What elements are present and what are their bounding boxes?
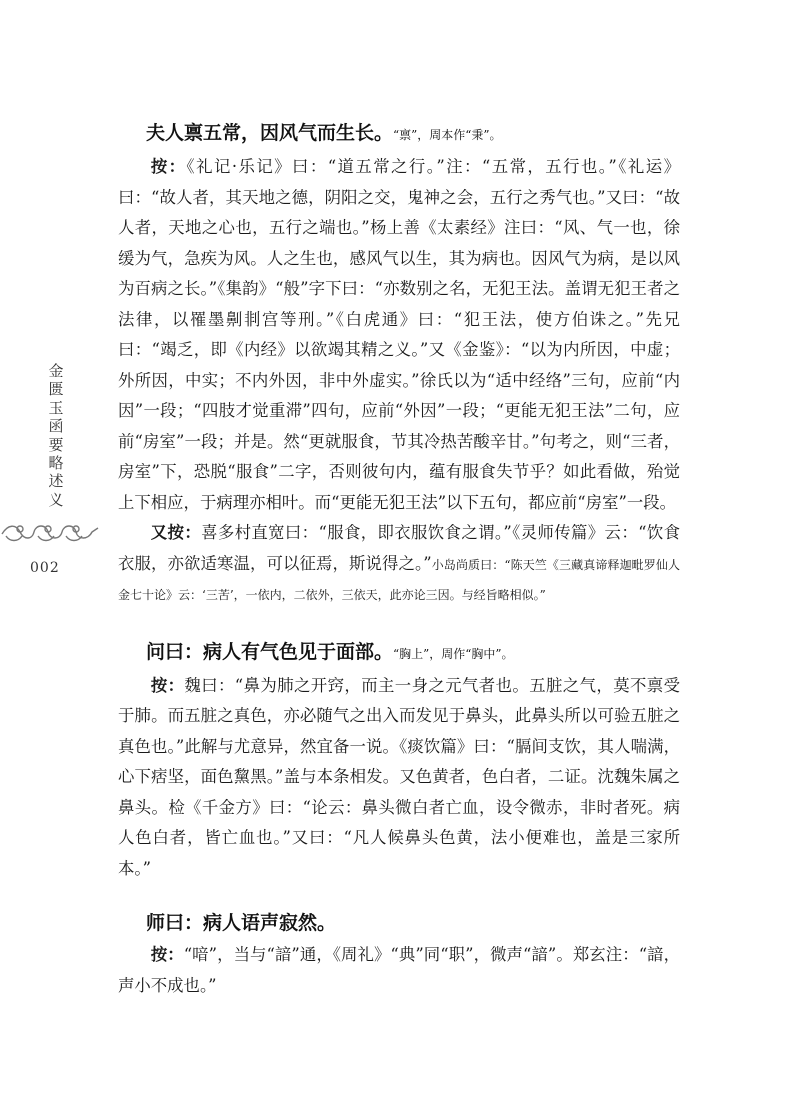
page-number: 002 (30, 560, 60, 576)
section-2 (118, 637, 680, 885)
section-1 (118, 118, 680, 610)
commentary-text: “喑”，当与“諳”通，《周礼》“典”同“职”，微声“諳”。郑玄注：“諳，声小不成也。” (118, 945, 680, 995)
main-text-body (118, 118, 680, 1001)
commentary-paragraph (118, 940, 680, 1001)
heading-text: 问曰：病人有气色见于面部。 (146, 640, 394, 663)
section-heading (146, 118, 680, 150)
commentary-lead: 又按： (150, 523, 202, 542)
commentary-lead: 按： (150, 945, 184, 964)
commentary-lead: 按： (150, 157, 187, 176)
commentary-text: 魏曰：“鼻为肺之开窍，而主一身之元气者也。五脏之气，莫不禀受于肺。而五脏之真色，亦必随气之出入而发见于鼻头，此鼻头所以可验五脏之真色也。”此解与尤意异，然宜备一说。《痰饮篇》曰：“膈间支饮，其人喘满，心下痞坚，面色黧黑。”盖与本条相发。又色黄者，色白者，二证。沈魏朱属之鼻头。检《千金方》曰：“论云：鼻头微白者亡血，设令微赤，非时者死。病人色白者，皆亡血也。”又曰：“凡人候鼻头色黄，法小便难也，盖是三家所本。” (118, 675, 680, 878)
commentary-paragraph (118, 671, 680, 885)
section-heading (146, 637, 680, 669)
commentary-paragraph (118, 518, 680, 610)
commentary-text: 《礼记·乐记》曰：“道五常之行。”注：“五常，五行也。”《礼运》曰：“故人者，其天地之德，阴阳之交，鬼神之会，五行之秀气也。”又曰：“故人者，天地之心也，五行之端也。”杨上善《太素经》注曰：“风、气一也，徐缓为气，急疾为风。人之生也，感风气以生，其为病也。因风气为病，是以风为百病之长。”《集韵》“般”字下曰：“亦数别之名，无犯王法。盖谓无犯王者之法律，以罹墨劓剕宫等刑。”《白虎通》曰：“犯王法，使方伯诛之。”先兄曰：“竭乏，即《内经》以欲竭其精之义。”又《金鉴》：“以为内所因，中虚；外所因，中实；不内外因，非中外虚实。”徐氏以为“适中经络”三句，应前“内因”一段；“四肢才觉重滞”四句，应前“外因”一段；“更能无犯王法”二句，应前“房室”一段；并是。然“更就服食，节其冷热苦酸辛甘。”句考之，则“三者，房室”下，恐脱“服食”二字，否则彼句内，蕴有服食失节乎？如此看做，殆觉上下相应，于病理亦相叶。而“更能无犯王法”以下五句，都应前“房室”一段。 (118, 157, 680, 512)
page-margin-sidebar (0, 0, 108, 1118)
heading-note: “胸上”，周作“胸中”。 (393, 646, 514, 661)
running-book-title: 金匮玉函要略述义 (48, 362, 64, 509)
heading-text: 夫人禀五常，因风气而生长。 (146, 122, 394, 144)
commentary-text: 喜多村直宽曰：“服食，即衣服饮食之谓。”《灵师传篇》云：“饮食衣服，亦欲适寒温，可以征焉，斯说得之。” (118, 523, 680, 573)
section-3 (118, 908, 680, 1001)
commentary-small-note: 小岛尚质曰：“陈天竺《三藏真谛释迦毗罗仙人金七十论》云：‘三苦’，一依内，二依外，三依天，此亦论三因。与经旨略相似。” (118, 557, 680, 602)
decorative-cloud-ornament (0, 518, 100, 546)
section-heading (146, 908, 680, 938)
commentary-paragraph (118, 152, 680, 518)
commentary-lead: 按： (150, 675, 185, 695)
heading-text: 师曰：病人语声寂然。 (146, 912, 337, 934)
heading-note: “禀”，周本作“秉”。 (393, 128, 502, 142)
